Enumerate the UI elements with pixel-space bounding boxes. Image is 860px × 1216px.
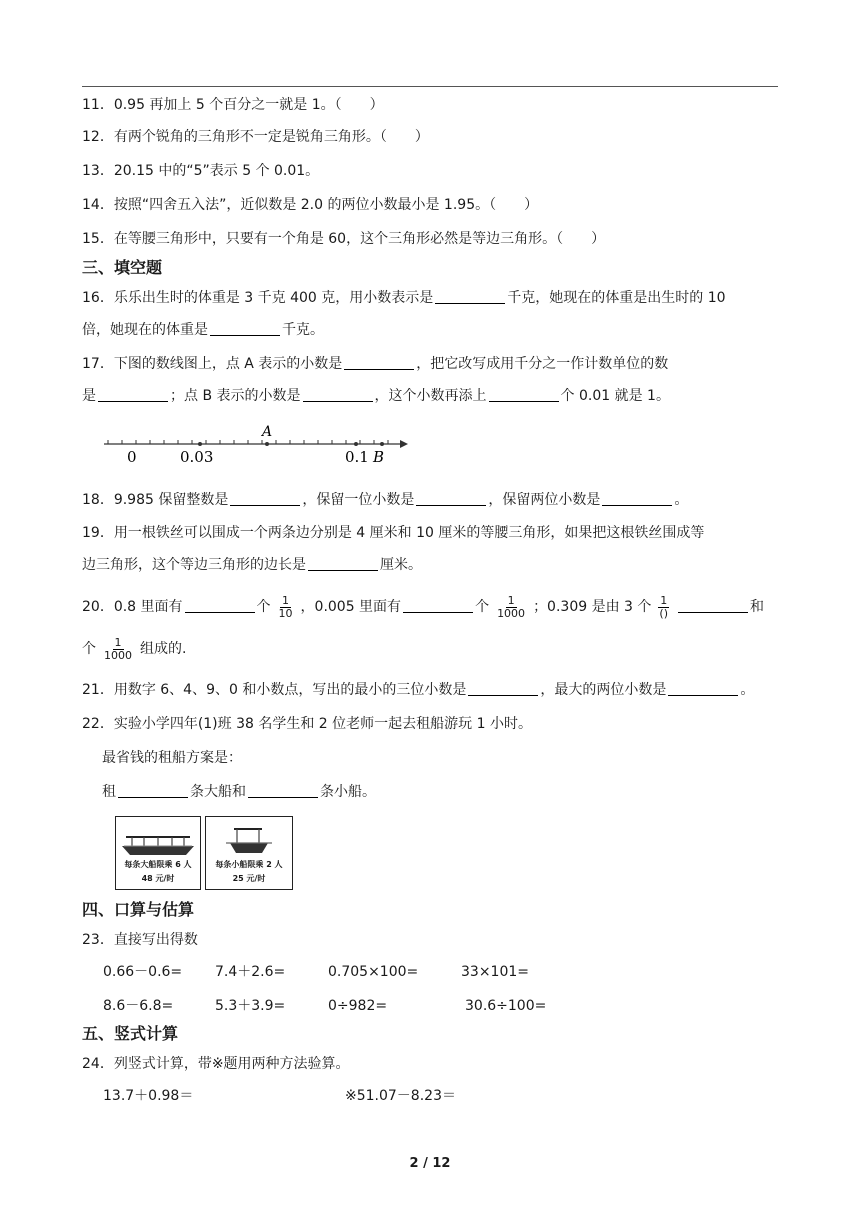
calc-item: 5.3＋3.9= <box>215 998 286 1014</box>
label-zero: 0 <box>127 448 137 466</box>
answer-blank[interactable] <box>248 783 318 798</box>
question-22-prompt: 最省钱的租船方案是： <box>102 750 242 766</box>
q20-text-g: 个 <box>82 641 96 657</box>
q20-text-a: 20．0.8 里面有 <box>82 599 183 615</box>
point-01 <box>354 442 358 446</box>
fraction-numerator: 1 <box>660 593 668 607</box>
q17-text-d: ；点 B 表示的小数是 <box>170 388 301 404</box>
answer-blank[interactable] <box>678 598 748 613</box>
q20-text-e: ；0.309 是由 3 个 <box>533 599 652 615</box>
q22-text-c: 租 <box>102 784 116 800</box>
q21-text-b: ，最大的两位小数是 <box>540 682 667 698</box>
answer-blank[interactable] <box>602 491 672 506</box>
page-number: 2 / 12 <box>409 1156 451 1171</box>
fraction-one-thousandth <box>102 637 134 662</box>
fraction-one-tenth <box>277 595 295 620</box>
question-14: 14．按照“四舍五入法”，近似数是 2.0 的两位小数最小是 1.95。（ ） <box>82 197 539 213</box>
q21-text-a: 21．用数字 6、4、9、0 和小数点，写出的最小的三位小数是 <box>82 682 467 698</box>
question-17-line1 <box>82 354 668 374</box>
q16-text-d: 千克。 <box>282 322 324 338</box>
question-12: 12．有两个锐角的三角形不一定是锐角三角形。（ ） <box>82 129 429 145</box>
number-line <box>100 420 420 468</box>
q18-text-d: 。 <box>674 492 689 508</box>
question-11: 11．0.95 再加上 5 个百分之一就是 1。（ ） <box>82 97 384 113</box>
answer-blank[interactable] <box>668 681 738 696</box>
small-boat-icon <box>216 821 282 857</box>
label-point-b: B <box>373 448 385 466</box>
answer-blank[interactable] <box>489 387 559 402</box>
question-17-line2 <box>82 386 670 406</box>
fraction-numerator: 1 <box>507 593 515 607</box>
section-heading-vertical-calc: 五、竖式计算 <box>82 1024 179 1043</box>
answer-blank[interactable] <box>416 491 486 506</box>
fraction-denominator: () <box>659 606 668 620</box>
question-22: 22．实验小学四年(1)班 38 名学生和 2 位老师一起去租船游玩 1 小时。 <box>82 716 532 732</box>
answer-blank[interactable] <box>435 289 505 304</box>
big-boat-capacity: 每条大船限乘 6 人 <box>124 860 192 869</box>
question-19-line2 <box>82 555 422 575</box>
section-heading-mental-math: 四、口算与估算 <box>82 900 195 919</box>
q19-text-b: 边三角形，这个等边三角形的边长是 <box>82 557 306 573</box>
fraction-denominator: 10 <box>278 606 293 620</box>
calc-item: 0÷982= <box>328 998 388 1014</box>
answer-blank[interactable] <box>308 556 378 571</box>
answer-blank[interactable] <box>403 598 473 613</box>
number-line-arrow <box>400 440 408 448</box>
answer-blank[interactable] <box>468 681 538 696</box>
vertical-calc-item: 13.7＋0.98＝ <box>103 1088 194 1104</box>
q22-text-e: 条小船。 <box>320 784 376 800</box>
q18-text-a: 18．9.985 保留整数是 <box>82 492 229 508</box>
fraction-blank-denominator <box>657 595 670 620</box>
q16-text-a: 16．乐乐出生时的体重是 3 千克 400 克，用小数表示是 <box>82 290 434 306</box>
answer-blank[interactable] <box>303 387 373 402</box>
question-19-line1: 19．用一根铁丝可以围成一个两条边分别是 4 厘米和 10 厘米的等腰三角形，如果把这根铁丝围成等 <box>82 525 705 541</box>
question-20-line2 <box>82 634 186 664</box>
calc-item: 30.6÷100= <box>465 998 547 1014</box>
small-boat-price: 25 元/时 <box>232 874 266 883</box>
q20-text-b: 个 <box>256 599 271 615</box>
question-18 <box>82 490 688 510</box>
answer-blank[interactable] <box>98 387 168 402</box>
question-16-line2 <box>82 320 324 340</box>
section-heading-fill-in: 三、填空题 <box>82 258 163 277</box>
q16-text-c: 倍，她现在的体重是 <box>82 322 208 338</box>
label-point-a: A <box>262 424 273 440</box>
answer-blank[interactable] <box>118 783 188 798</box>
question-15: 15．在等腰三角形中，只要有一个角是 60，这个三角形必然是等边三角形。（ ） <box>82 231 606 247</box>
q16-text-b: 千克，她现在的体重是出生时的 10 <box>507 290 726 306</box>
answer-blank[interactable] <box>344 355 414 370</box>
calc-item: 0.705×100= <box>328 964 419 980</box>
question-16-line1 <box>82 288 726 308</box>
fraction-numerator: 1 <box>282 593 290 607</box>
q20-text-h: 组成的. <box>140 641 187 657</box>
big-boat-card <box>115 816 201 890</box>
q18-text-b: ，保留一位小数是 <box>302 492 415 508</box>
small-boat-card <box>205 816 293 890</box>
question-22-answer-line <box>102 782 376 802</box>
vertical-calc-item: ※51.07－8.23＝ <box>345 1088 456 1104</box>
calc-item: 8.6－6.8= <box>103 998 174 1014</box>
calc-item: 7.4＋2.6= <box>215 964 286 980</box>
question-24: 24．列竖式计算，带※题用两种方法验算。 <box>82 1056 350 1072</box>
fraction-numerator: 1 <box>114 635 122 649</box>
big-boat-price: 48 元/时 <box>141 874 175 883</box>
question-23: 23．直接写出得数 <box>82 932 198 948</box>
q20-text-d: 个 <box>475 599 490 615</box>
answer-blank[interactable] <box>230 491 300 506</box>
big-boat-icon <box>120 819 196 857</box>
q17-text-a: 17．下图的数线图上，点 A 表示的小数是 <box>82 356 343 372</box>
question-21 <box>82 680 754 700</box>
label-0-03: 0.03 <box>180 448 214 466</box>
q17-text-f: 个 0.01 就是 1。 <box>560 388 670 404</box>
q21-text-c: 。 <box>740 682 755 698</box>
q17-text-e: ，这个小数再添上 <box>374 388 487 404</box>
calc-item: 33×101= <box>461 964 529 980</box>
calc-item: 0.66－0.6= <box>103 964 183 980</box>
answer-blank[interactable] <box>185 598 255 613</box>
small-boat-capacity: 每条小船限乘 2 人 <box>215 860 283 869</box>
header-rule <box>82 86 778 87</box>
answer-blank[interactable] <box>210 321 280 336</box>
label-0-1: 0.1 <box>345 448 369 466</box>
q20-text-f: 和 <box>750 599 764 615</box>
point-b <box>380 442 384 446</box>
q19-text-c: 厘米。 <box>380 557 422 573</box>
q20-text-c: ，0.005 里面有 <box>300 599 402 615</box>
fraction-denominator: 1000 <box>497 606 526 620</box>
point-a <box>265 442 269 446</box>
question-13: 13．20.15 中的“5”表示 5 个 0.01。 <box>82 163 320 179</box>
q17-text-b: ，把它改写成用千分之一作计数单位的数 <box>416 356 669 372</box>
q22-text-d: 条大船和 <box>190 784 246 800</box>
fraction-denominator: 1000 <box>104 648 132 662</box>
q17-text-c: 是 <box>82 388 96 404</box>
fraction-one-thousandth <box>495 595 527 620</box>
q18-text-c: ，保留两位小数是 <box>488 492 601 508</box>
question-20-line1 <box>82 592 764 622</box>
point-003 <box>198 442 202 446</box>
